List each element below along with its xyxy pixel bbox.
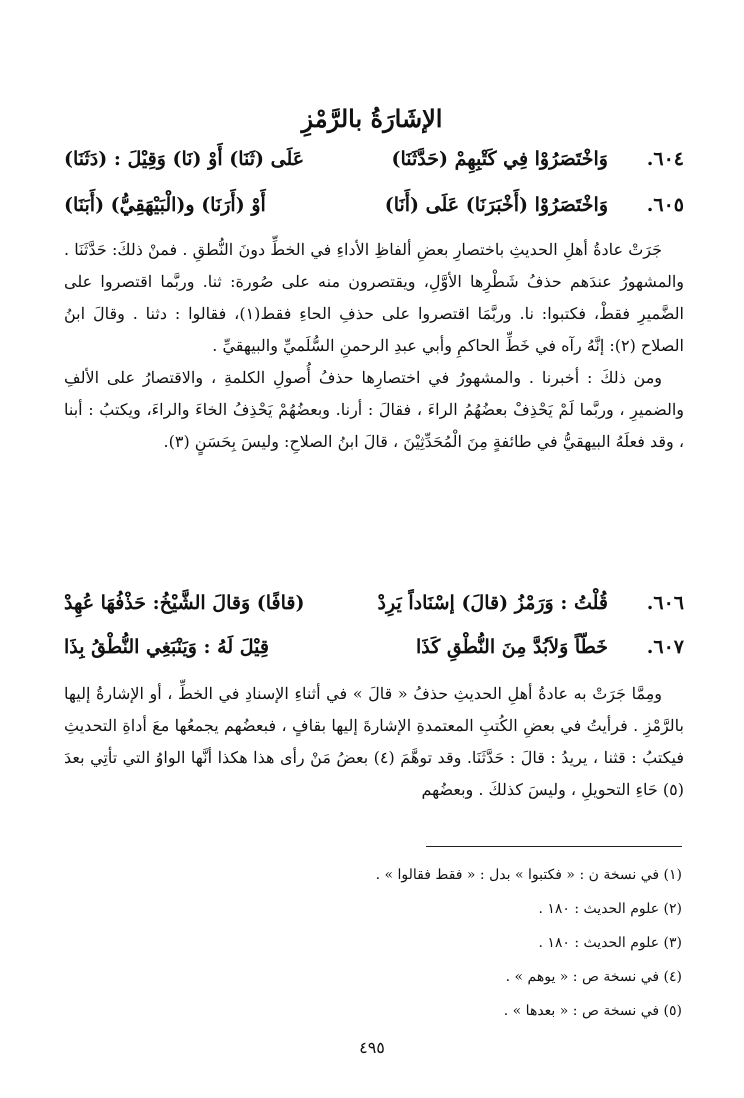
- commentary-paragraph: ومِمَّا جَرَتْ به عادةُ أهلِ الحديثِ حذفُ « قالَ » في أثناءِ الإسنادِ في الخطِّ ، أو الإشارةُ إليها بالرَّمْزِ . فرأيتُ في بعضِ الكُتبِ المعتمدةِ الإشارةَ إليها بقافٍ ، فبعضُهم يجمعُها معَ أداةِ التحديثِ فيكتبُ : قثنا ، يريدُ : قالَ : حَدَّثَنَا. وقد توهَّمَ (٤) بعضُ مَنْ رأى هذا هكذا أنَّها الواوُ التي تأتِي بعدَ (٥) حَاءِ التحويلِ ، وليسَ كذلكَ . وبعضُهم: [64, 684, 684, 799]
- verse-second-hemistich: (قافًا) وَقالَ الشَّيْخُ: حَذْفُهَا عُهِدْ: [64, 592, 305, 614]
- footnote: (١) في نسخة ن : « فكتبوا » بدل : « فقط فقالوا » .: [375, 867, 682, 883]
- verse-number: ٦٠٦.: [646, 592, 684, 614]
- verse-first-hemistich: وَاخْتَصَرُوْا فِي كَتْبِهِمْ (حَدَّثَنَا): [391, 148, 608, 170]
- footnote: (٢) علوم الحديث : ١٨٠ .: [538, 901, 682, 917]
- commentary-paragraph: ومن ذلكَ : أخبرنا . والمشهورُ في اختصارِها حذفُ أُصولِ الكلمةِ ، والاقتصارُ على الألفِ والضميرِ ، وربَّما لَمْ يَحْذِفْ بعضُهُمُ الراءَ ، فقالَ : أرنا. وبعضُهُمْ يَحْذِفُ الخاءَ والراءَ، ويكتبُ : أبنا ، وقد فعلَهُ البيهقيُّ في طائفةٍ مِنَ الْمُحَدِّثِيْنَ ، قالَ ابنُ الصلاحِ: وليسَ بِحَسَنٍ (٣).: [64, 368, 684, 451]
- verse-first-hemistich: قُلْتُ : وَرَمْزُ (قالَ) إسْنَاداً يَرِدْ: [377, 592, 608, 614]
- verse-number: ٦٠٥.: [646, 194, 684, 216]
- verse-line: [64, 592, 684, 628]
- footnote-divider: [426, 846, 682, 847]
- footnote: (٤) في نسخة ص : « يوهم » .: [505, 969, 682, 985]
- commentary-paragraph: جَرَتْ عادةُ أهلِ الحديثِ باختصارِ بعضِ ألفاظِ الأداءِ في الخطِّ دونَ النُّطقِ . فمنْ ذلكَ: حَدَّثَنَا . والمشهورُ عندَهم حذفُ شَطْرِها الأوَّلِ، ويقتصرون منه على صُورة: ثنا. وربَّما اقتصروا على الضَّميرِ فقطْ، فكتبوا: نا. وربَّمَا اقتصروا على حذفِ الحاءِ فقط(١)، فقالوا : دثنا . وقالَ ابنُ الصلاح (٢): إنَّهُ رآه في خَطِّ الحاكمِ وأبي عبدِ الرحمنِ السُّلَميِّ والبيهقيِّ .: [64, 240, 684, 355]
- section-title: الإشَارَةُ بالرَّمْزِ: [301, 104, 443, 133]
- verse-second-hemistich: قِيْلَ لَهُ : وَيَنْبَغِي النُّطْقُ بِذَا: [64, 636, 269, 658]
- verse-second-hemistich: أَوْ (أَرَنَا) و(الْبَيْهَقِيُّ) (أَبَنَا): [64, 194, 266, 216]
- commentary-block-1: [64, 234, 684, 458]
- footnote: (٥) في نسخة ص : « بعدها » .: [503, 1003, 682, 1019]
- footnote: (٣) علوم الحديث : ١٨٠ .: [538, 935, 682, 951]
- verse-line: [64, 636, 684, 672]
- verse-first-hemistich: خَطّاً وَلاَبُدَّ مِنَ النُّطْقِ كَذَا: [415, 636, 608, 658]
- verse-second-hemistich: عَلَى (ثَنَا) أَوْ (نَا) وَقِيْلَ : (دَثَنَا): [64, 148, 305, 170]
- verse-line: [64, 148, 684, 184]
- verse-first-hemistich: وَاخْتَصَرُوْا (أَخْبَرَنَا) عَلَى (أَنَا): [384, 194, 608, 216]
- commentary-block-2: [64, 678, 684, 806]
- verse-number: ٦٠٧.: [646, 636, 684, 658]
- page-number: ٤٩٥: [359, 1038, 385, 1057]
- footnotes: [64, 858, 682, 1028]
- verse-number: ٦٠٤.: [646, 148, 684, 170]
- verse-line: [64, 194, 684, 230]
